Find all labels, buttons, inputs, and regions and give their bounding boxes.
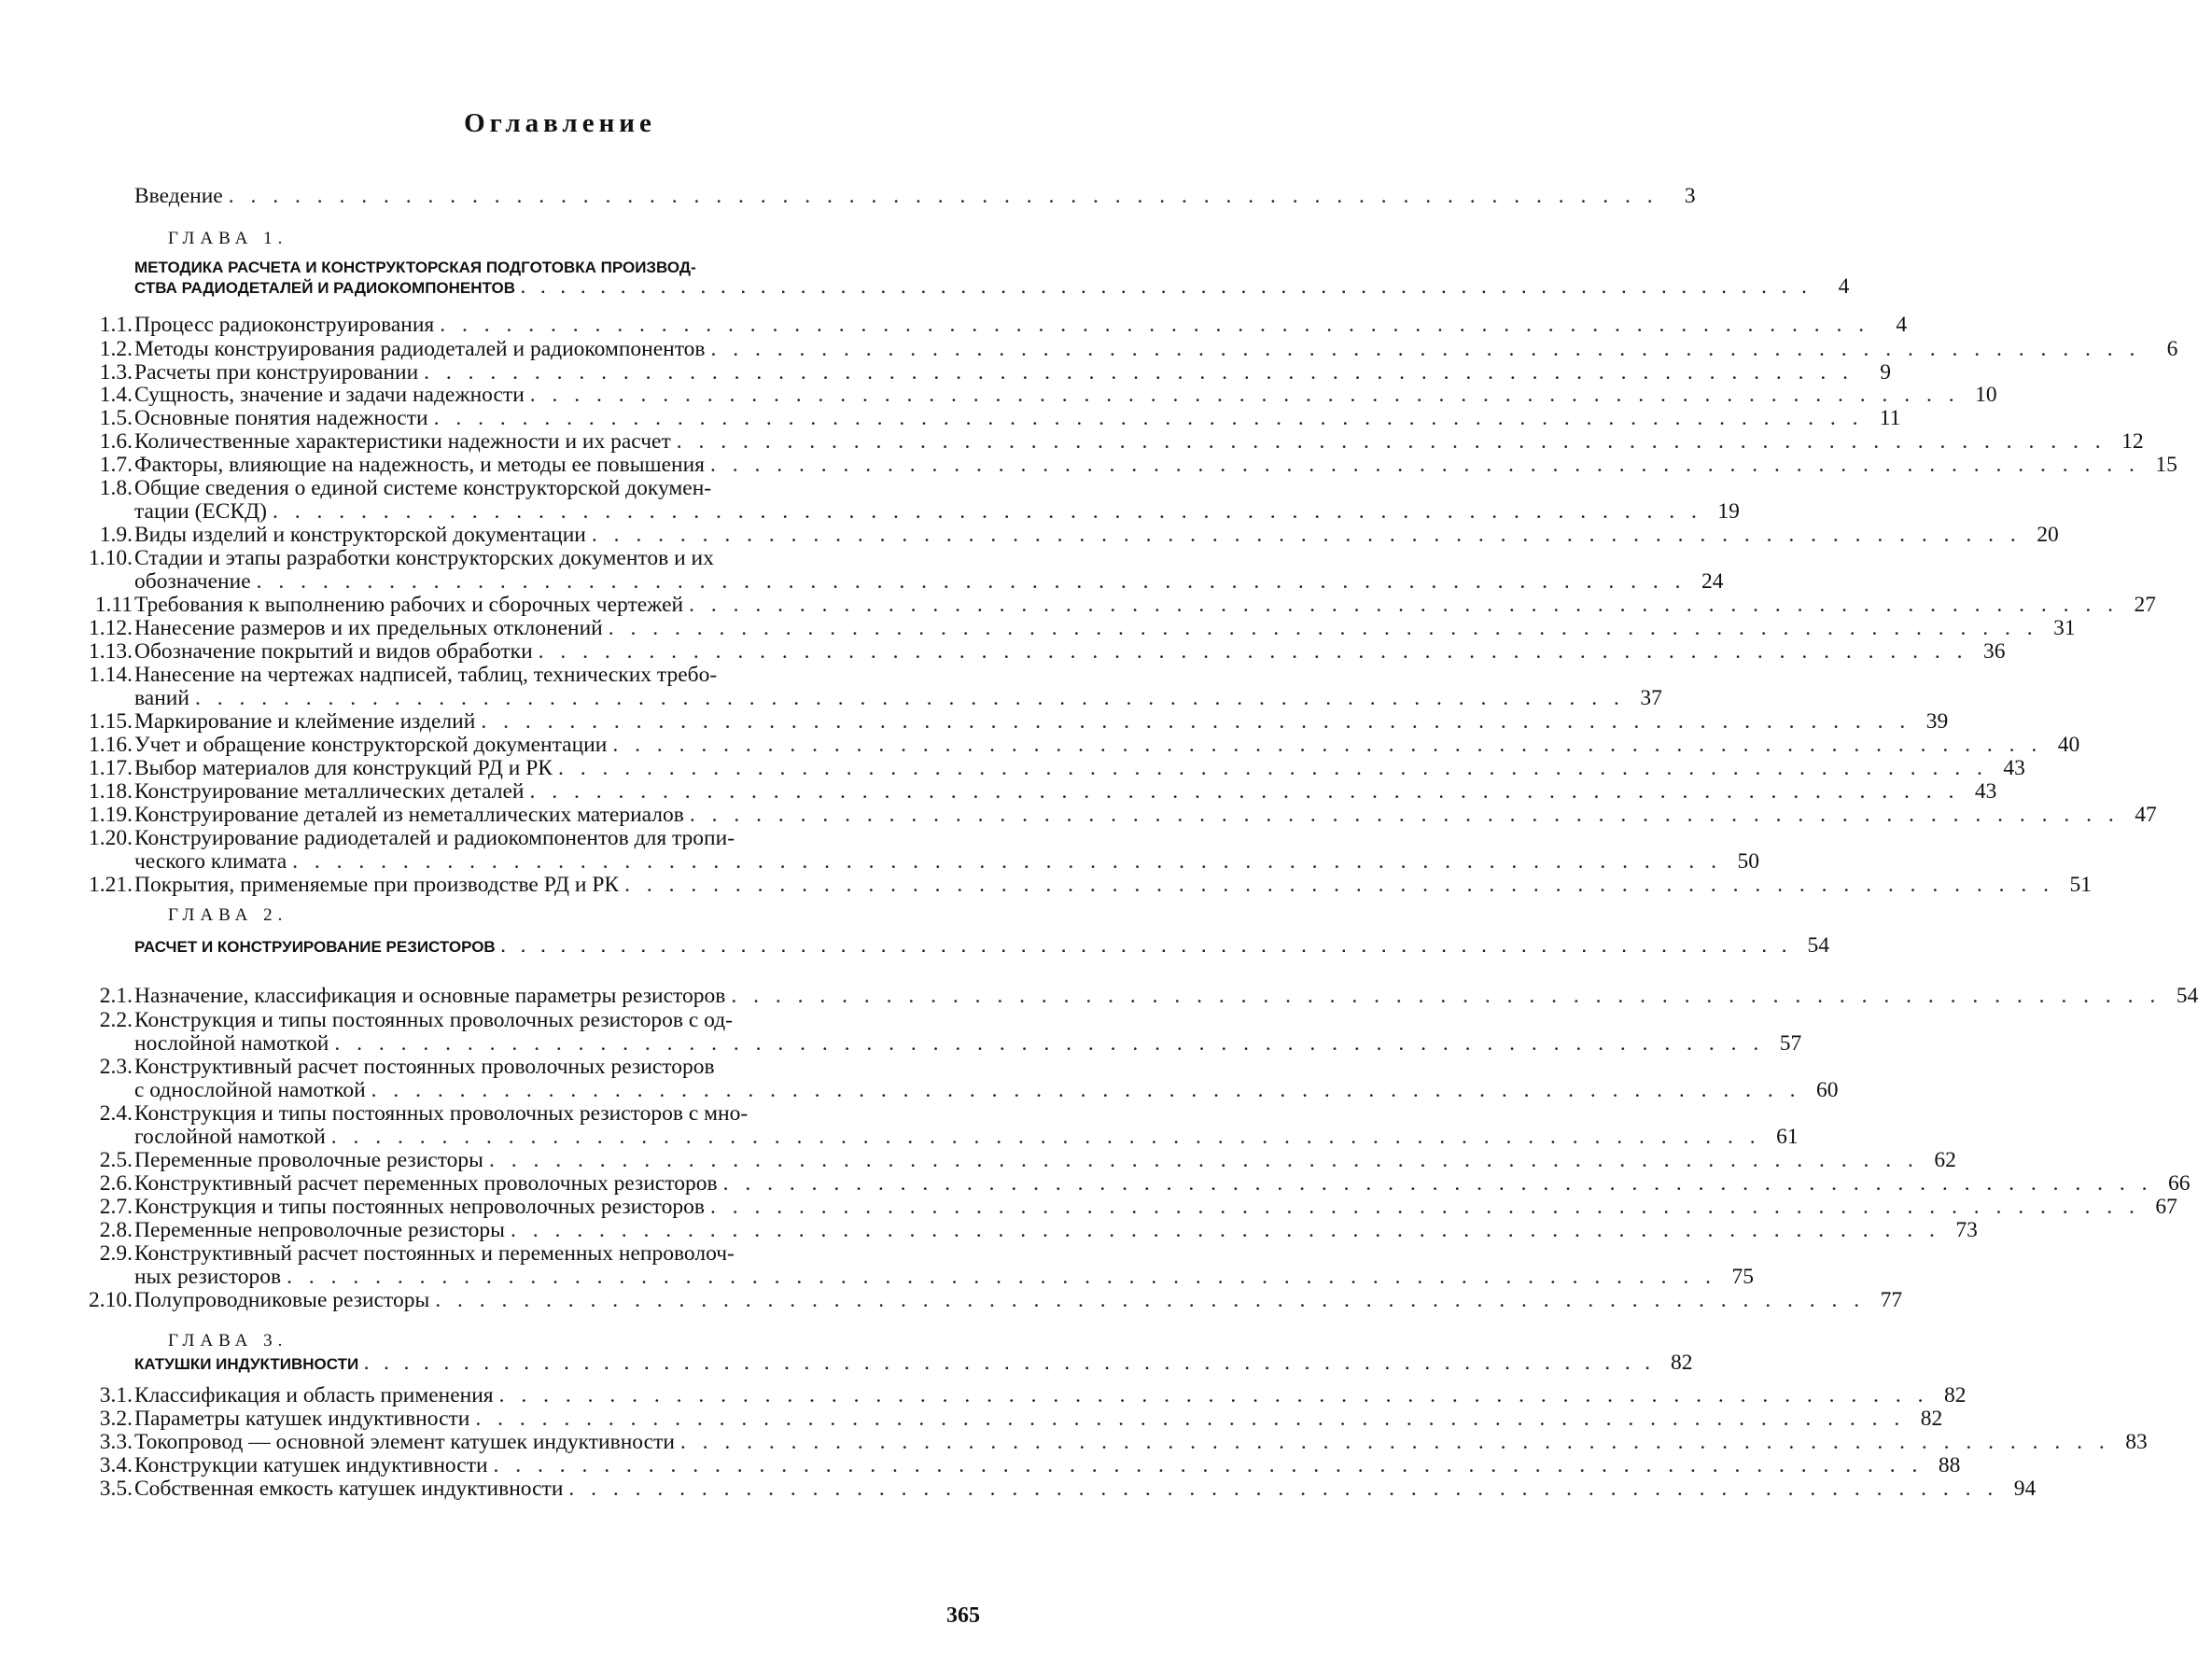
section-number: 3.3.	[99, 1430, 133, 1454]
entry-line	[134, 499, 1740, 524]
chapter-title-text: РАСЧЕТ И КОНСТРУИРОВАНИЕ РЕЗИСТОРОВ	[134, 938, 496, 956]
entry-text: Конструкция и типы постоянных проволочных резисторов с од-	[134, 1008, 734, 1032]
entry-page: 31	[2053, 616, 2076, 640]
section-number: 1.10.	[89, 546, 133, 570]
section-number: 2.5.	[99, 1148, 133, 1172]
entry-text: Выбор материалов для конструкций РД и РК	[134, 756, 553, 780]
leader-dots: . . . . . . . . . . . . . . . . . . . . . . . . . . . . . . . . . . . . . . . . . . . . . . . . . . . . . . . . . . . . . . . . .	[500, 938, 1793, 956]
chapter-title-text: СТВА РАДИОДЕТАЛЕЙ И РАДИОКОМПОНЕНТОВ	[134, 279, 516, 297]
entry-page: 94	[2013, 1477, 2037, 1501]
entry-text: ных резисторов	[134, 1265, 282, 1289]
leader-dots: . . . . . . . . . . . . . . . . . . . . . . . . . . . . . . . . . . . . . . . . . . . . . . . . . . . . . . . . . . . . . . . . .	[435, 1288, 1866, 1312]
entry-text: Учет и обращение конструкторской документации	[134, 733, 608, 757]
entry-text: ваний	[134, 686, 189, 710]
leader-dots: . . . . . . . . . . . . . . . . . . . . . . . . . . . . . . . . . . . . . . . . . . . . . . . . . . . . . . . . . . . . . . . . .	[364, 1355, 1656, 1373]
entry-page: 60	[1816, 1078, 1839, 1102]
entry-text: Нанесение размеров и их предельных отклонений	[134, 616, 603, 640]
entry-text: Методы конструирования радиодеталей и радиокомпонентов	[134, 337, 706, 361]
entry-text: Конструктивный расчет постоянных и переменных непроволоч-	[134, 1241, 735, 1266]
toc-entry	[89, 826, 1760, 874]
leader-dots: . . . . . . . . . . . . . . . . . . . . . . . . . . . . . . . . . . . . . . . . . . . . . . . . . . . . . . . . . . . . . . . . .	[731, 984, 2162, 1008]
leader-dots: . . . . . . . . . . . . . . . . . . . . . . . . . . . . . . . . . . . . . . . . . . . . . . . . . . . . . . . . . . . . . . . . .	[679, 1430, 2110, 1454]
leader-dots: . . . . . . . . . . . . . . . . . . . . . . . . . . . . . . . . . . . . . . . . . . . . . . . . . . . . . . . . . . . . . . . . .	[334, 1031, 1765, 1056]
entry-text: Назначение, классификация и основные параметры резисторов	[134, 984, 726, 1008]
toc-entry	[89, 709, 1949, 734]
entry-text: Факторы, влияющие на надежность, и методы ее повышения	[134, 453, 705, 477]
leader-dots: . . . . . . . . . . . . . . . . . . . . . . . . . . . . . . . . . . . . . . . . . . . . . . . . . . . . . . . . . . . . . . . . .	[521, 279, 1813, 297]
entry-line	[134, 593, 2156, 617]
leader-dots: . . . . . . . . . . . . . . . . . . . . . . . . . . . . . . . . . . . . . . . . . . . . . . . . . . . . . . . . . . . . . . . . .	[498, 1383, 1929, 1407]
entry-text: Введение	[134, 184, 223, 208]
entry-page: 57	[1779, 1031, 1802, 1056]
entry-page: 6	[2166, 337, 2178, 361]
entry-text: с однослойной намоткой	[134, 1078, 366, 1102]
entry-line	[134, 1171, 2191, 1196]
entry-page: 88	[1938, 1453, 1961, 1477]
entry-page: 47	[2135, 803, 2157, 827]
leader-dots: . . . . . . . . . . . . . . . . . . . . . . . . . . . . . . . . . . . . . . . . . . . . . . . . . . . . . . . . . . . . . . . . .	[538, 639, 1968, 664]
entry-line	[134, 1195, 2177, 1219]
section-number: 1.4.	[99, 383, 133, 407]
toc-entry	[89, 803, 2157, 827]
section-number: 1.6.	[99, 429, 133, 454]
leader-dots: . . . . . . . . . . . . . . . . . . . . . . . . . . . . . . . . . . . . . . . . . . . . . . . . . . . . . . . . . . . . . . . . .	[475, 1407, 1906, 1431]
chapter-title-text: КАТУШКИ ИНДУКТИВНОСТИ	[134, 1355, 359, 1373]
entry-text: Конструктивный расчет постоянных проволочных резисторов	[134, 1055, 715, 1079]
entry-text: Полупроводниковые резисторы	[134, 1288, 430, 1312]
section-number: 1.2.	[99, 337, 133, 361]
toc-entry	[89, 546, 1724, 594]
toc-entry	[89, 733, 2080, 757]
entry-line	[134, 709, 1949, 734]
entry-page: 50	[1737, 849, 1760, 874]
entry-page: 3	[1684, 184, 1696, 208]
leader-dots: . . . . . . . . . . . . . . . . . . . . . . . . . . . . . . . . . . . . . . . . . . . . . . . . . . . . . . . . . . . . . . . . .	[194, 686, 1625, 710]
section-number: 1.18.	[89, 779, 133, 804]
section-number: 1.3.	[99, 360, 133, 385]
toc-entry	[99, 1008, 1802, 1056]
entry-text: Нанесение на чертежах надписей, таблиц, технических требо-	[134, 663, 718, 687]
entry-line	[134, 873, 2092, 897]
chapter-label: ГЛАВА 3.	[168, 1331, 288, 1351]
leader-dots: . . . . . . . . . . . . . . . . . . . . . . . . . . . . . . . . . . . . . . . . . . . . . . . . . . . . . . . . . . . . . . . . .	[722, 1171, 2153, 1196]
leader-dots: . . . . . . . . . . . . . . . . . . . . . . . . . . . . . . . . . . . . . . . . . . . . . . . . . . . . . . . . . . . . . . . . .	[272, 499, 1702, 524]
entry-page: 43	[2003, 756, 2025, 780]
entry-text: Расчеты при конструировании	[134, 360, 419, 385]
leader-dots: . . . . . . . . . . . . . . . . . . . . . . . . . . . . . . . . . . . . . . . . . . . . . . . . . . . . . . . . . . . . . . . . .	[709, 1195, 2140, 1219]
entry-line	[134, 803, 2157, 827]
toc-entry	[99, 1453, 1961, 1477]
entry-page: 62	[1934, 1148, 1956, 1172]
toc-entry	[89, 756, 2025, 780]
toc-entry	[99, 1171, 2191, 1196]
entry-line	[134, 1453, 1961, 1477]
entry-line	[134, 406, 1901, 430]
entry-text: Токопровод — основной элемент катушек индуктивности	[134, 1430, 675, 1454]
entry-page: 4	[1896, 313, 1908, 337]
entry-line	[134, 1078, 1839, 1102]
entry-text: Собственная емкость катушек индуктивности	[134, 1477, 564, 1501]
section-number: 1.19.	[89, 803, 133, 827]
entry-text: обозначение	[134, 569, 251, 594]
entry-text: Процесс радиоконструирования	[134, 313, 435, 337]
leader-dots: . . . . . . . . . . . . . . . . . . . . . . . . . . . . . . . . . . . . . . . . . . . . . . . . . . . . . . . . . . . . . . . . .	[689, 803, 2120, 827]
entry-text: Параметры катушек индуктивности	[134, 1407, 470, 1431]
section-number: 1.20.	[89, 826, 133, 850]
section-number: 2.6.	[99, 1171, 133, 1196]
toc-entry	[99, 1055, 1839, 1102]
entry-line	[134, 1148, 1956, 1172]
section-number: 1.21.	[89, 873, 133, 897]
entry-page: 37	[1640, 686, 1662, 710]
entry-text: Основные понятия надежности	[134, 406, 428, 430]
entry-text: нослойной намоткой	[134, 1031, 329, 1056]
entry-line	[134, 523, 2059, 547]
entry-page: 20	[2037, 523, 2059, 547]
entry-line	[134, 1383, 1967, 1407]
entry-page: 51	[2069, 873, 2092, 897]
toc-entry	[99, 383, 1997, 407]
leader-dots: . . . . . . . . . . . . . . . . . . . . . . . . . . . . . . . . . . . . . . . . . . . . . . . . . . . . . . . . . . . . . . . . .	[710, 337, 2141, 361]
toc-entry	[99, 1477, 2037, 1501]
leader-dots: . . . . . . . . . . . . . . . . . . . . . . . . . . . . . . . . . . . . . . . . . . . . . . . . . . . . . . . . . . . . . . . . .	[568, 1477, 1999, 1501]
entry-line	[134, 616, 2076, 640]
section-number: 2.1.	[99, 984, 133, 1008]
entry-line	[134, 1218, 1978, 1242]
entry-text: Переменные непроволочные резисторы	[134, 1218, 505, 1242]
section-number: 2.7.	[99, 1195, 133, 1219]
entry-page: 27	[2134, 593, 2156, 617]
toc-entry	[99, 523, 2059, 547]
toc-entry	[99, 406, 1901, 430]
leader-dots: . . . . . . . . . . . . . . . . . . . . . . . . . . . . . . . . . . . . . . . . . . . . . . . . . . . . . . . . . . . . . . . . .	[557, 756, 1988, 780]
entry-text: Требования к выполнению рабочих и сборочных чертежей	[134, 593, 684, 617]
entry-line	[134, 337, 2178, 361]
section-number: 3.4.	[99, 1453, 133, 1477]
entry-line	[134, 1477, 2037, 1501]
entry-page: 9	[1880, 360, 1892, 385]
toc-entry	[99, 1383, 1967, 1407]
chapter-label: ГЛАВА 1.	[168, 229, 288, 248]
entry-line	[134, 1430, 2148, 1454]
entry-line	[134, 756, 2025, 780]
chapter-page: 82	[1671, 1351, 1693, 1375]
entry-text: ческого климата	[134, 849, 287, 874]
entry-page: 43	[1974, 779, 1997, 804]
entry-page: 54	[2176, 984, 2198, 1008]
entry-line	[134, 429, 2144, 454]
leader-dots: . . . . . . . . . . . . . . . . . . . . . . . . . . . . . . . . . . . . . . . . . . . . . . . . . . . . . . . . . . . . . . . . .	[529, 383, 1960, 407]
leader-dots: . . . . . . . . . . . . . . . . . . . . . . . . . . . . . . . . . . . . . . . . . . . . . . . . . . . . . . . . . . . . . . . . .	[493, 1453, 1924, 1477]
entry-text: Общие сведения о единой системе конструкторской докумен-	[134, 476, 712, 500]
section-number: 1.17.	[89, 756, 133, 780]
leader-dots: . . . . . . . . . . . . . . . . . . . . . . . . . . . . . . . . . . . . . . . . . . . . . . . . . . . . . . . . . . . . . . . . .	[488, 1148, 1919, 1172]
entry-line	[134, 1031, 1802, 1056]
entry-page: 73	[1955, 1218, 1978, 1242]
entry-line	[134, 1407, 1943, 1431]
leader-dots: . . . . . . . . . . . . . . . . . . . . . . . . . . . . . . . . . . . . . . . . . . . . . . . . . . . . . . . . . . . . . . . . .	[292, 849, 1723, 874]
entry-line	[134, 360, 1892, 385]
leader-dots: . . . . . . . . . . . . . . . . . . . . . . . . . . . . . . . . . . . . . . . . . . . . . . . . . . . . . . . . . . . . . . . . .	[481, 709, 1911, 734]
section-number: 1.16.	[89, 733, 133, 757]
chapter-page: 4	[1838, 274, 1850, 299]
toc-entry	[99, 429, 2144, 454]
leader-dots: . . . . . . . . . . . . . . . . . . . . . . . . . . . . . . . . . . . . . . . . . . . . . . . . . . . . . . . . . . . . . . . . .	[228, 184, 1659, 208]
section-number: 1.8.	[99, 476, 133, 500]
page-number: 365	[946, 1603, 980, 1628]
section-number: 1.1.	[99, 313, 133, 337]
toc-entry	[89, 663, 1662, 710]
section-number: 2.2.	[99, 1008, 133, 1032]
toc-entry	[99, 1101, 1799, 1149]
toc-entry	[89, 779, 1997, 804]
entry-page: 82	[1943, 1383, 1967, 1407]
toc-entry	[99, 1195, 2177, 1219]
entry-page: 10	[1975, 383, 1997, 407]
entry-text: Виды изделий и конструкторской документации	[134, 523, 586, 547]
toc-entry	[94, 593, 2156, 617]
entry-line	[134, 849, 1760, 874]
chapter-title-line	[134, 1351, 1693, 1375]
section-number: 2.8.	[99, 1218, 133, 1242]
section-number: 1.11	[94, 593, 133, 617]
leader-dots: . . . . . . . . . . . . . . . . . . . . . . . . . . . . . . . . . . . . . . . . . . . . . . . . . . . . . . . . . . . . . . . . .	[612, 733, 2043, 757]
entry-text: Сущность, значение и задачи надежности	[134, 383, 525, 407]
entry-text: Обозначение покрытий и видов обработки	[134, 639, 533, 664]
chapter-title	[134, 1351, 1693, 1375]
section-number: 1.12.	[89, 616, 133, 640]
entry-line	[134, 313, 1908, 337]
section-number: 2.3.	[99, 1055, 133, 1079]
entry-text: Стадии и этапы разработки конструкторских документов и их	[134, 546, 714, 570]
section-number: 2.4.	[99, 1101, 133, 1126]
entry-text: Маркирование и клеймение изделий	[134, 709, 476, 734]
chapter-title-line	[134, 274, 1850, 299]
toc-entry	[99, 1430, 2148, 1454]
entry-line	[134, 984, 2198, 1008]
toc-entry	[99, 1241, 1754, 1289]
entry-page: 75	[1731, 1265, 1754, 1289]
entry-text: Конструкции катушек индуктивности	[134, 1453, 488, 1477]
entry-line	[134, 686, 1662, 710]
section-number: 1.7.	[99, 453, 133, 477]
toc-entry	[99, 337, 2178, 361]
entry-line	[134, 779, 1997, 804]
toc-entry	[99, 360, 1892, 385]
leader-dots: . . . . . . . . . . . . . . . . . . . . . . . . . . . . . . . . . . . . . . . . . . . . . . . . . . . . . . . . . . . . . . . . .	[624, 873, 2054, 897]
leader-dots: . . . . . . . . . . . . . . . . . . . . . . . . . . . . . . . . . . . . . . . . . . . . . . . . . . . . . . . . . . . . . . . . .	[424, 360, 1855, 385]
section-number: 1.9.	[99, 523, 133, 547]
entry-line	[134, 1265, 1754, 1289]
leader-dots: . . . . . . . . . . . . . . . . . . . . . . . . . . . . . . . . . . . . . . . . . . . . . . . . . . . . . . . . . . . . . . . . .	[433, 406, 1864, 430]
leader-dots: . . . . . . . . . . . . . . . . . . . . . . . . . . . . . . . . . . . . . . . . . . . . . . . . . . . . . . . . . . . . . . . . .	[608, 616, 2038, 640]
entry-page: 67	[2155, 1195, 2177, 1219]
section-number: 1.13.	[89, 639, 133, 664]
leader-dots: . . . . . . . . . . . . . . . . . . . . . . . . . . . . . . . . . . . . . . . . . . . . . . . . . . . . . . . . . . . . . . . . .	[287, 1265, 1716, 1289]
entry-text: Конструкция и типы постоянных непроволочных резисторов	[134, 1195, 705, 1219]
toc-entry	[89, 873, 2092, 897]
leader-dots: . . . . . . . . . . . . . . . . . . . . . . . . . . . . . . . . . . . . . . . . . . . . . . . . . . . . . . . . . . . . . . . . .	[676, 429, 2107, 454]
leader-dots: . . . . . . . . . . . . . . . . . . . . . . . . . . . . . . . . . . . . . . . . . . . . . . . . . . . . . . . . . . . . . . . . .	[510, 1218, 1940, 1242]
entry-page: 12	[2121, 429, 2144, 454]
entry-text: тации (ЕСКД)	[134, 499, 267, 524]
toc-entry	[99, 1218, 1978, 1242]
toc-entry	[99, 476, 1740, 524]
toc-entry	[99, 1148, 1956, 1172]
entry-page: 83	[2125, 1430, 2148, 1454]
leader-dots: . . . . . . . . . . . . . . . . . . . . . . . . . . . . . . . . . . . . . . . . . . . . . . . . . . . . . . . . . . . . . . . . .	[371, 1078, 1801, 1102]
entry-page: 11	[1879, 406, 1901, 430]
toc-entry	[89, 616, 2076, 640]
section-number: 1.15.	[89, 709, 133, 734]
entry-page: 82	[1920, 1407, 1943, 1431]
entry-text: Конструкция и типы постоянных проволочных резисторов с мно-	[134, 1101, 749, 1126]
chapter-title	[134, 259, 1850, 299]
entry-line	[134, 639, 2006, 664]
leader-dots: . . . . . . . . . . . . . . . . . . . . . . . . . . . . . . . . . . . . . . . . . . . . . . . . . . . . . . . . . . . . . . . . .	[709, 453, 2140, 477]
section-number: 1.14.	[89, 663, 133, 687]
page-title: Оглавление	[464, 108, 656, 138]
chapter-label: ГЛАВА 2.	[168, 905, 288, 925]
entry-line	[134, 383, 1997, 407]
entry-line	[134, 1125, 1799, 1149]
entry-line	[134, 569, 1724, 594]
section-number: 3.5.	[99, 1477, 133, 1501]
section-number: 3.1.	[99, 1383, 133, 1407]
entry-text: Конструирование металлических деталей	[134, 779, 525, 804]
leader-dots: . . . . . . . . . . . . . . . . . . . . . . . . . . . . . . . . . . . . . . . . . . . . . . . . . . . . . . . . . . . . . . . . .	[591, 523, 2022, 547]
leader-dots: . . . . . . . . . . . . . . . . . . . . . . . . . . . . . . . . . . . . . . . . . . . . . . . . . . . . . . . . . . . . . . . . .	[689, 593, 2119, 617]
entry-text: Конструирование деталей из неметаллических материалов	[134, 803, 684, 827]
entry-page: 15	[2155, 453, 2177, 477]
leader-dots: . . . . . . . . . . . . . . . . . . . . . . . . . . . . . . . . . . . . . . . . . . . . . . . . . . . . . . . . . . . . . . . . .	[529, 779, 1960, 804]
entry-line	[134, 733, 2080, 757]
leader-dots: . . . . . . . . . . . . . . . . . . . . . . . . . . . . . . . . . . . . . . . . . . . . . . . . . . . . . . . . . . . . . . . . .	[440, 313, 1870, 337]
entry-text: Покрытия, применяемые при производстве РД и РК	[134, 873, 620, 897]
section-number: 2.9.	[99, 1241, 133, 1266]
toc-entry	[99, 313, 1908, 337]
entry-line	[134, 1288, 1903, 1312]
toc-entry	[89, 639, 2006, 664]
entry-page: 40	[2057, 733, 2080, 757]
chapter-title	[134, 933, 1830, 958]
section-number: 3.2.	[99, 1407, 133, 1431]
toc-entry	[99, 1407, 1943, 1431]
entry-page: 39	[1925, 709, 1949, 734]
entry-page: 66	[2168, 1171, 2191, 1196]
leader-dots: . . . . . . . . . . . . . . . . . . . . . . . . . . . . . . . . . . . . . . . . . . . . . . . . . . . . . . . . . . . . . . . . .	[330, 1125, 1761, 1149]
section-number: 1.5.	[99, 406, 133, 430]
entry-text: Переменные проволочные резисторы	[134, 1148, 483, 1172]
entry-text: Конструктивный расчет переменных проволочных резисторов	[134, 1171, 718, 1196]
toc-entry	[99, 984, 2198, 1008]
entry-text: Классификация и область применения	[134, 1383, 494, 1407]
leader-dots: . . . . . . . . . . . . . . . . . . . . . . . . . . . . . . . . . . . . . . . . . . . . . . . . . . . . . . . . . . . . . . . . .	[256, 569, 1687, 594]
toc-intro	[134, 184, 1696, 208]
entry-page: 24	[1701, 569, 1724, 594]
chapter-title-line	[134, 933, 1830, 958]
entry-page: 36	[1983, 639, 2006, 664]
chapter-page: 54	[1807, 933, 1830, 958]
entry-page: 19	[1717, 499, 1740, 524]
toc-entry	[89, 1288, 1903, 1312]
entry-page: 77	[1880, 1288, 1903, 1312]
section-number: 2.10.	[89, 1288, 133, 1312]
entry-line	[134, 453, 2177, 477]
entry-text: гослойной намоткой	[134, 1125, 326, 1149]
entry-page: 61	[1776, 1125, 1799, 1149]
entry-text: Количественные характеристики надежности и их расчет	[134, 429, 671, 454]
chapter-title-text: МЕТОДИКА РАСЧЕТА И КОНСТРУКТОРСКАЯ ПОДГОТОВКА ПРОИЗВОД-	[134, 259, 696, 276]
toc-entry	[99, 453, 2177, 477]
entry-text: Конструирование радиодеталей и радиокомпонентов для тропи-	[134, 826, 735, 850]
